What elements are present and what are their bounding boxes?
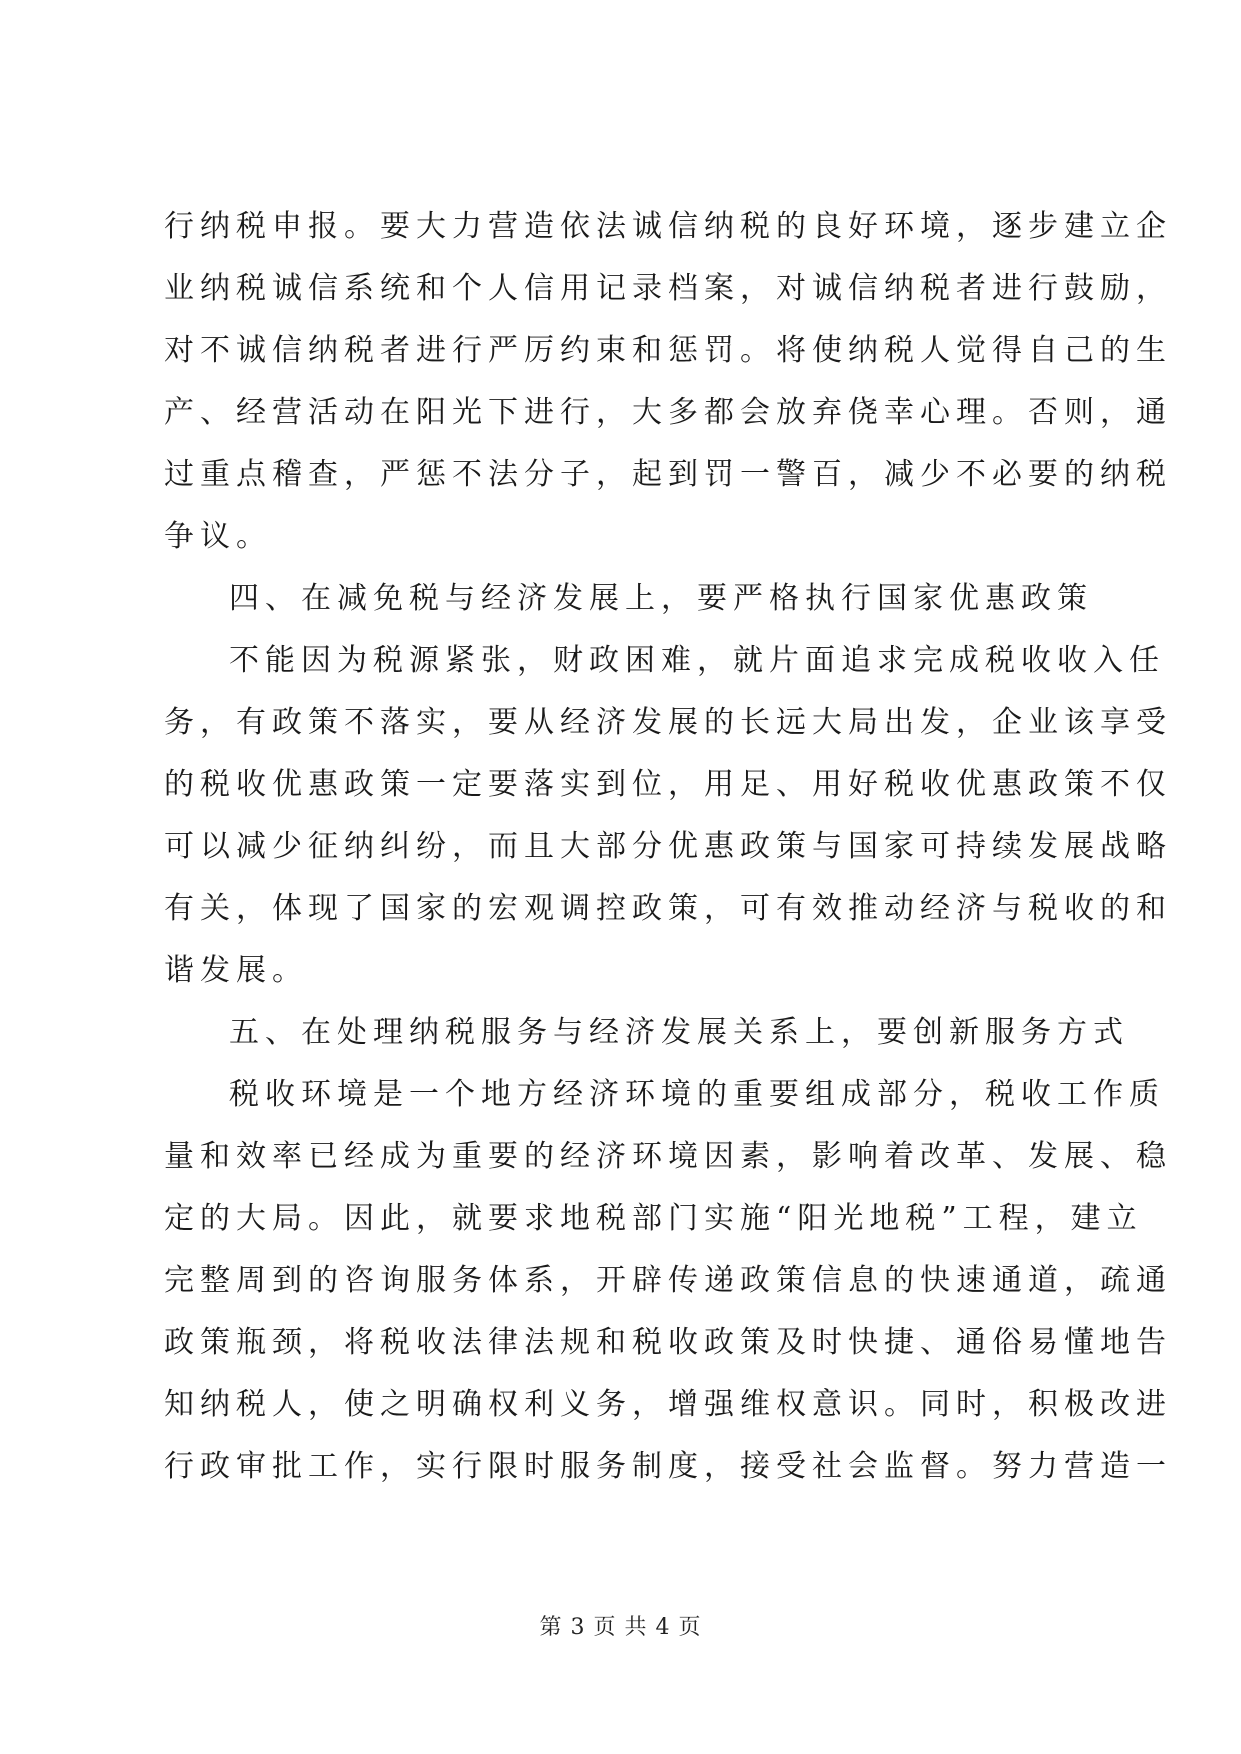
text-line: 过重点稽查，严惩不法分子，起到罚一警百，减少不必要的纳税 xyxy=(164,457,1172,492)
text-line: 政策瓶颈，将税收法律法规和税收政策及时快捷、通俗易懂地告 xyxy=(164,1325,1172,1360)
text-line: 业纳税诚信系统和个人信用记录档案，对诚信纳税者进行鼓励， xyxy=(164,271,1172,306)
text-line: 知纳税人，使之明确权利义务，增强维权意识。同时，积极改进 xyxy=(164,1387,1172,1422)
text-line: 行政审批工作，实行限时服务制度，接受社会监督。努力营造一 xyxy=(164,1449,1172,1484)
text-line: 产、经营活动在阳光下进行，大多都会放弃侥幸心理。否则，通 xyxy=(164,395,1172,430)
text-line: 完整周到的咨询服务体系，开辟传递政策信息的快速通道，疏通 xyxy=(164,1263,1172,1298)
section-heading: 四、在减免税与经济发展上，要严格执行国家优惠政策 xyxy=(229,581,1093,616)
text-line: 定的大局。因此，就要求地税部门实施“阳光地税”工程，建立 xyxy=(164,1201,1143,1236)
text-line: 谐发展。 xyxy=(164,953,308,988)
page-number-footer: 第 3 页 共 4 页 xyxy=(539,1615,702,1640)
text-line: 行纳税申报。要大力营造依法诚信纳税的良好环境，逐步建立企 xyxy=(164,209,1172,244)
text-line: 的税收优惠政策一定要落实到位，用足、用好税收优惠政策不仅 xyxy=(164,767,1172,802)
text-line: 不能因为税源紧张，财政困难，就片面追求完成税收收入任 xyxy=(229,643,1165,678)
text-line: 务，有政策不落实，要从经济发展的长远大局出发，企业该享受 xyxy=(164,705,1172,740)
text-line: 量和效率已经成为重要的经济环境因素，影响着改革、发展、稳 xyxy=(164,1139,1172,1174)
text-line: 有关，体现了国家的宏观调控政策，可有效推动经济与税收的和 xyxy=(164,891,1172,926)
section-heading: 五、在处理纳税服务与经济发展关系上，要创新服务方式 xyxy=(229,1015,1129,1050)
text-line: 争议。 xyxy=(164,519,272,554)
text-line: 税收环境是一个地方经济环境的重要组成部分，税收工作质 xyxy=(229,1077,1165,1112)
text-line: 对不诚信纳税者进行严厉约束和惩罚。将使纳税人觉得自己的生 xyxy=(164,333,1172,368)
text-line: 可以减少征纳纠纷，而且大部分优惠政策与国家可持续发展战略 xyxy=(164,829,1172,864)
